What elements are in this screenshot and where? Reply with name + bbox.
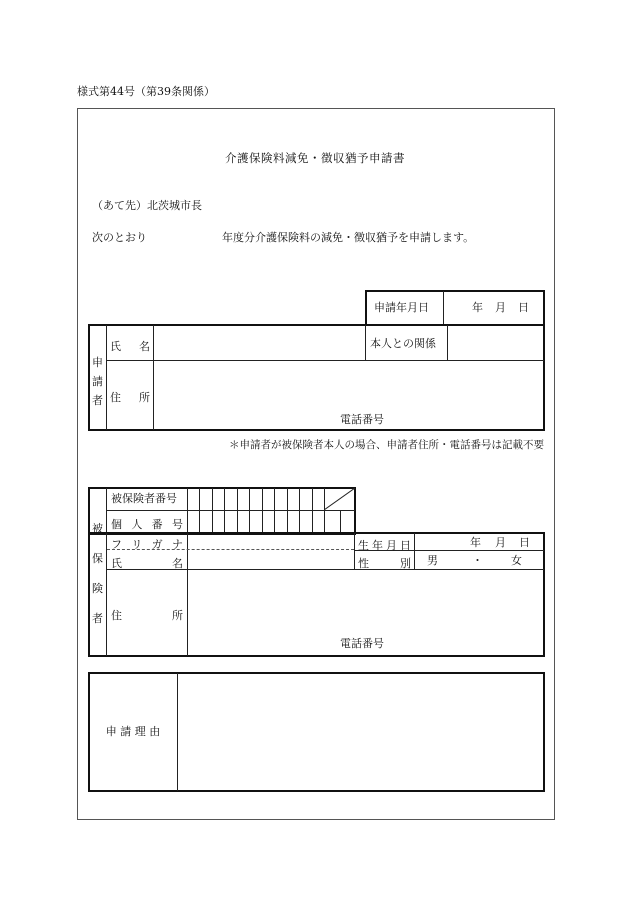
lead-prefix: 次のとおり [92, 231, 147, 244]
applicant-name-label: 氏 名 [110, 340, 150, 353]
application-date-label: 申請年月日 [374, 301, 429, 314]
insured-name-field[interactable] [188, 550, 354, 569]
relation-label: 本人との関係 [370, 337, 436, 350]
sex-label: 性 別 [358, 557, 411, 570]
sex-option-male[interactable]: 男 [427, 554, 438, 567]
birth-date-label: 生 年 月 日 [358, 539, 411, 552]
application-date-field[interactable]: 年 月 日 [472, 301, 529, 314]
applicant-note: ＊申請者が被保険者本人の場合、申請者住所・電話番号は記載不要 [229, 439, 544, 451]
lead-text: 年度分介護保険料の減免・徴収猶予を申請します。 [222, 231, 475, 244]
insured-phone-label: 電話番号 [340, 637, 384, 650]
applicant-address-label: 住 所 [110, 391, 150, 404]
insured-name-label: 氏 名 [111, 557, 183, 570]
furigana-field[interactable] [188, 533, 354, 549]
insured-number-label: 被保険者番号 [111, 492, 177, 505]
insured-section-label: 被 保 険 者 [92, 522, 103, 625]
addressee: （あて先）北茨城市長 [92, 199, 202, 212]
reason-field[interactable] [178, 673, 544, 791]
applicant-name-field[interactable] [154, 325, 364, 360]
personal-number-field[interactable] [188, 511, 354, 534]
birth-date-field[interactable]: 年 月 日 [470, 536, 530, 549]
insured-number-field[interactable] [188, 488, 324, 510]
reason-label: 申 請 理 由 [105, 725, 161, 738]
personal-number-label: 個 人 番 号 [111, 518, 183, 531]
applicant-phone-label: 電話番号 [340, 413, 384, 426]
sex-choice[interactable] [415, 551, 544, 569]
unused-cell-slash [324, 488, 355, 511]
form-title: 介護保険料減免・徴収猶予申請書 [225, 151, 405, 165]
insured-address-label: 住 所 [111, 609, 183, 622]
fiscal-year-field[interactable] [152, 228, 218, 246]
relation-field[interactable] [448, 325, 544, 360]
furigana-label: フ リ ガ ナ [111, 538, 183, 551]
sex-separator: ・ [472, 554, 483, 567]
sex-option-female[interactable]: 女 [511, 554, 522, 567]
form-number: 様式第44号（第39条関係） [77, 85, 215, 98]
applicant-section-label: 申 請 者 [92, 355, 103, 408]
